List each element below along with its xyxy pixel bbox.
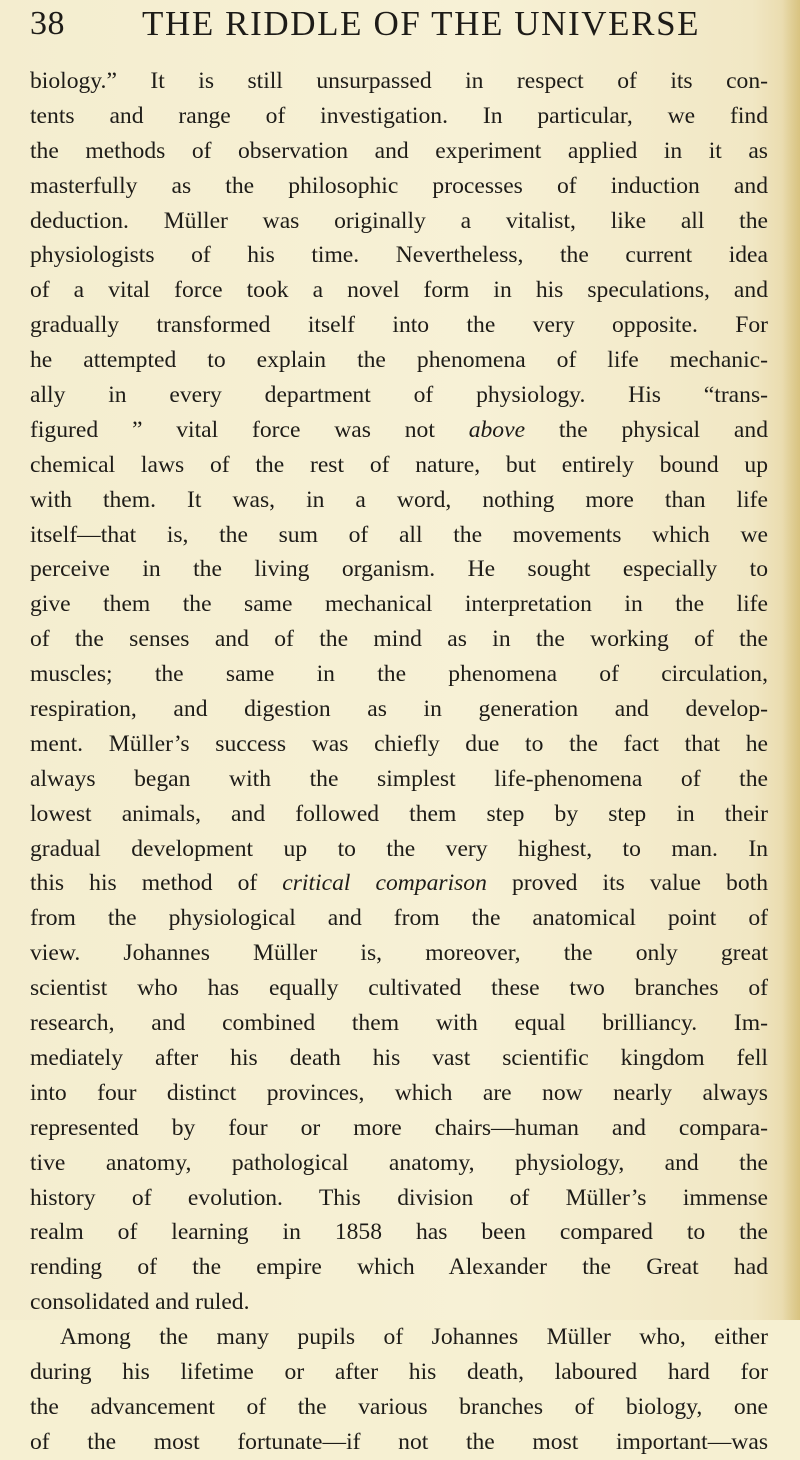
text-line: masterfully as the philosophic processes of induction and — [30, 172, 768, 199]
text-line: gradually transformed itself into the very opposite. For — [30, 312, 768, 339]
italic-emphasis: above — [468, 416, 526, 443]
text-line: lowest animals, and followed them step by step in their — [30, 800, 768, 827]
text-line: of a vital force took a novel form in his speculations, and — [30, 277, 768, 304]
text-line: tive anatomy, pathological anatomy, physiology, and the — [30, 1149, 768, 1176]
text-line: always began with the simplest life-phenomena of the — [30, 765, 768, 792]
body-text — [30, 64, 768, 1460]
text-line: muscles; the same in the phenomena of circulation, — [30, 661, 768, 688]
text-line: mediately after his death his vast scientific kingdom fell — [30, 1044, 768, 1071]
page-number: 38 — [30, 5, 65, 42]
text-line: this his method of critical comparison proved its value both — [30, 870, 768, 897]
text-line: represented by four or more chairs—human and compara- — [30, 1114, 768, 1141]
text-line: view. Johannes Müller is, moreover, the only great — [30, 940, 768, 967]
text-line: realm of learning in 1858 has been compared to the — [30, 1219, 768, 1246]
text-line: ally in every department of physiology. His “trans- — [30, 382, 768, 409]
text-line: biology.” It is still unsurpassed in respect of its con- — [30, 68, 768, 94]
text-line: with them. It was, in a word, nothing more than life — [30, 486, 768, 513]
text-line: perceive in the living organism. He sought especially to — [30, 556, 768, 583]
text-line: deduction. Müller was originally a vitalist, like all the — [30, 207, 768, 234]
text-line: physiologists of his time. Nevertheless, the current idea — [30, 242, 768, 269]
text-line: of the most fortunate—if not the most important—was — [30, 1428, 768, 1455]
text-line: gradual development up to the very highest, to man. In — [30, 835, 768, 862]
text-line: chemical laws of the rest of nature, but entirely bound up — [30, 451, 768, 478]
text-line: respiration, and digestion as in generation and develop- — [30, 696, 768, 723]
text-line: rending of the empire which Alexander the Great had — [30, 1254, 768, 1281]
text-line: figured ” vital force was not above the physical and — [30, 416, 768, 443]
text-line: scientist who has equally cultivated these two branches of — [30, 975, 768, 1002]
page-header — [30, 4, 770, 48]
page-edge-shadow — [782, 0, 800, 1320]
text-line: the methods of observation and experiment applied in it as — [30, 137, 768, 164]
text-line: he attempted to explain the phenomena of life mechanic- — [30, 347, 768, 374]
text-line: history of evolution. This division of Müller’s immense — [30, 1184, 768, 1211]
text-line: ment. Müller’s success was chiefly due to the fact that he — [30, 730, 768, 757]
text-line: of the senses and of the mind as in the working of the — [30, 626, 768, 653]
text-line: the advancement of the various branches of biology, one — [30, 1393, 768, 1420]
text-line: into four distinct provinces, which are now nearly always — [30, 1079, 768, 1106]
text-line: give them the same mechanical interpretation in the life — [30, 591, 768, 618]
italic-emphasis: critical comparison — [282, 870, 487, 897]
text-line: from the physiological and from the anatomical point of — [30, 905, 768, 932]
text-line: during his lifetime or after his death, laboured hard for — [30, 1358, 768, 1385]
running-head: THE RIDDLE OF THE UNIVERSE — [142, 4, 701, 43]
text-line: Among the many pupils of Johannes Müller who, either — [60, 1324, 768, 1351]
text-line: tents and range of investigation. In particular, we find — [30, 102, 768, 129]
text-line: research, and combined them with equal brilliancy. Im- — [30, 1010, 768, 1037]
text-line: consolidated and ruled. — [30, 1289, 250, 1316]
text-line: itself—that is, the sum of all the movements which we — [30, 521, 768, 548]
